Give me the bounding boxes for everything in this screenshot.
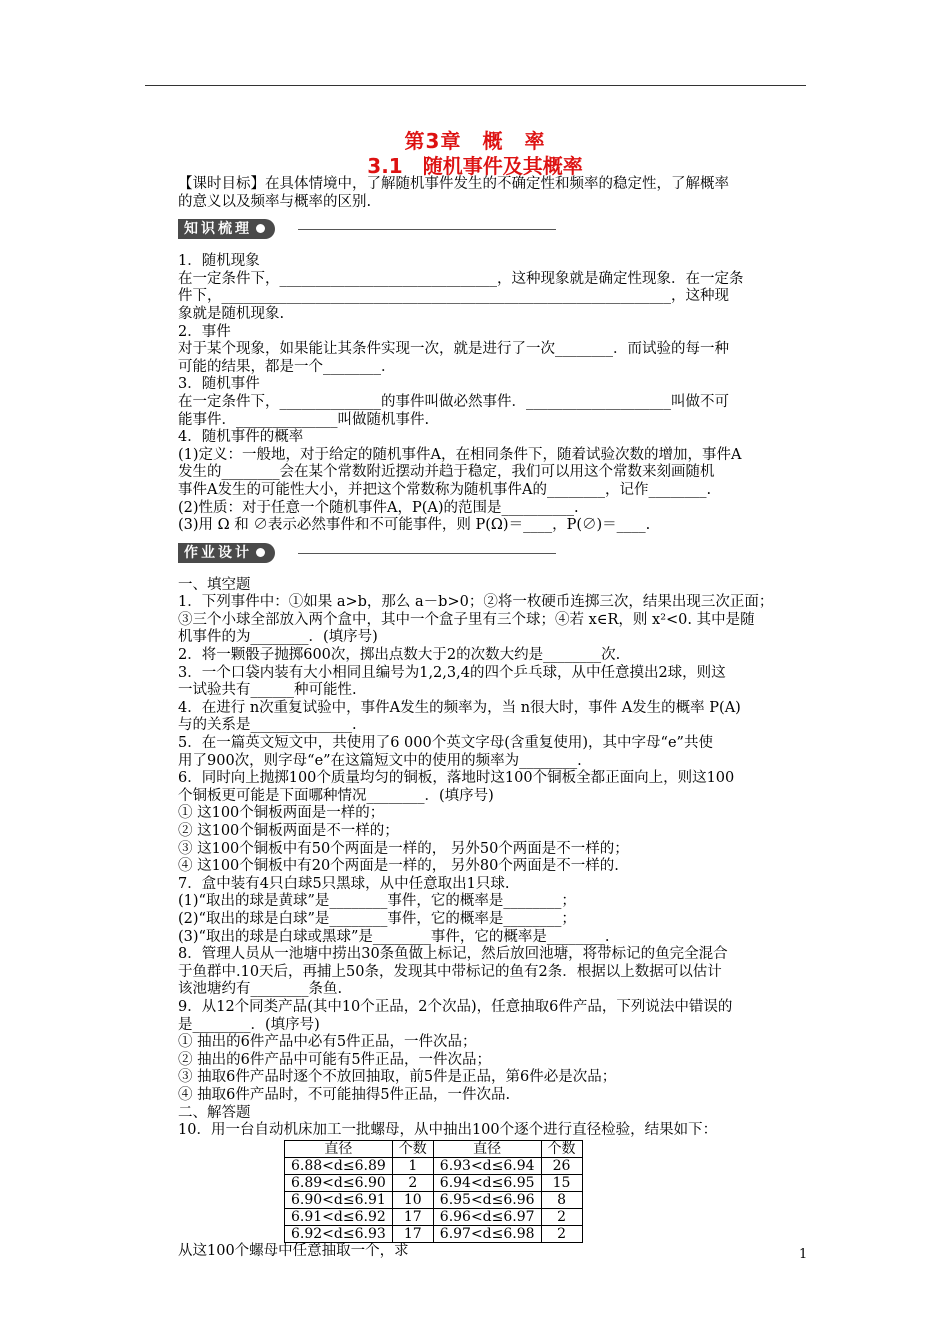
table-cell: 10 (392, 1191, 433, 1208)
text-line: 对于某个现象，如果能让其条件实现一次，就是进行了一次________．而试验的每一种 (178, 341, 729, 358)
text-line: ② 这100个铜板两面是不一样的； (178, 823, 399, 839)
chapter-title: 第3章 概 率 (404, 129, 546, 153)
table-cell: 6.88<d≤6.89 (285, 1157, 393, 1174)
diameter-table (284, 1140, 583, 1243)
text-line: 一、填空题 (178, 576, 251, 593)
text-line: 机事件的为________．(填序号) (178, 629, 378, 646)
text-line: (3)用 Ω 和 ∅表示必然事件和不可能事件，则 P(Ω)＝____，P(∅)＝____. (178, 517, 651, 534)
table-header-cell: 直径 (285, 1140, 393, 1157)
table-row (285, 1191, 583, 1208)
text-line: 是________．(填序号) (178, 1016, 320, 1033)
table-cell: 15 (541, 1174, 582, 1191)
bullet-dot-icon (256, 548, 265, 557)
table-row (285, 1208, 583, 1225)
text-line: (2)“取出的球是白球”是________事件，它的概率是________； (178, 910, 576, 927)
table-header-cell: 个数 (392, 1140, 433, 1157)
table-cell: 17 (392, 1225, 433, 1242)
text-line: 用了900次，则字母“e”在这篇短文中的使用的频率为________. (178, 752, 582, 769)
bullet-dot-icon (256, 224, 265, 233)
text-line: 8．管理人员从一池塘中捞出30条鱼做上标记，然后放回池塘，将带标记的鱼完全混合 (178, 946, 728, 963)
table-cell: 6.90<d≤6.91 (285, 1191, 393, 1208)
homework-banner-label: 作业设计 (184, 544, 252, 561)
text-line: 7．盒中装有4只白球5只黑球，从中任意取出1只球. (178, 875, 510, 892)
text-line: ② 抽出的6件产品中可能有5件正品，一件次品； (178, 1051, 492, 1068)
table-header-cell: 个数 (541, 1140, 582, 1157)
text-line: 一试验共有______种可能性. (178, 682, 357, 699)
text-line: ④ 这100个铜板中有20个两面是一样的， 另外80个两面是不一样的. (178, 858, 619, 875)
objectives-text-1: 在具体情境中，了解随机事件发生的不确定性和频率的稳定性，了解概率 (265, 176, 729, 192)
page-number: 1 (799, 1247, 808, 1262)
section-title: 3.1 随机事件及其概率 (367, 154, 583, 178)
text-line: ① 这100个铜板两面是一样的； (178, 805, 385, 822)
text-line: (1)“取出的球是黄球”是________事件，它的概率是________； (178, 893, 576, 910)
banner-rule (298, 553, 556, 554)
text-line: ③ 抽取6件产品时逐个不放回抽取，前5件是正品，第6件必是次品； (178, 1069, 617, 1086)
text-line: (1)定义：一般地，对于给定的随机事件A，在相同条件下，随着试验次数的增加，事件A (178, 446, 742, 463)
text-line: ① 抽出的6件产品中必有5件正品，一件次品； (178, 1034, 477, 1051)
text-line: 象就是随机现象. (178, 305, 285, 322)
text-line: 与的关系是______________. (178, 717, 357, 734)
text-line: 1．随机现象 (178, 253, 260, 270)
text-line: 2．事件 (178, 323, 231, 340)
table-cell: 2 (392, 1174, 433, 1191)
objectives-text-2: 的意义以及频率与概率的区别. (178, 193, 372, 210)
text-line: ③ 这100个铜板中有50个两面是一样的， 另外50个两面是不一样的； (178, 840, 629, 857)
knowledge-banner (178, 217, 808, 243)
text-line: 10．用一台自动机床加工一批螺母，从中抽出100个逐个进行直径检验，结果如下： (178, 1122, 718, 1139)
table-header-cell: 直径 (433, 1140, 541, 1157)
table-cell: 6.94<d≤6.95 (433, 1174, 541, 1191)
table-cell: 6.91<d≤6.92 (285, 1208, 393, 1225)
homework-section (178, 577, 808, 1140)
text-line: 在一定条件下，______________________________，这种现象就是确定性现象．在一定条 (178, 270, 744, 287)
text-line: 在一定条件下，______________的事件叫做必然事件．____________________叫做不可 (178, 393, 729, 410)
text-line: 5．在一篇英文短文中，共使用了6 000个英文字母(含重复使用)，其中字母“e”共使 (178, 735, 713, 752)
table-row (285, 1174, 583, 1191)
table-cell: 26 (541, 1157, 582, 1174)
table-cell: 6.93<d≤6.94 (433, 1157, 541, 1174)
text-line: 可能的结果，都是一个________． (178, 358, 396, 375)
text-line: 2．将一颗骰子抛掷600次，掷出点数大于2的次数大约是________次. (178, 647, 621, 664)
table-row (285, 1225, 583, 1242)
table-row (285, 1157, 583, 1174)
text-line: 3．随机事件 (178, 376, 260, 393)
text-line: (3)“取出的球是白球或黑球”是________事件，它的概率是________. (178, 928, 610, 945)
table-cell: 6.95<d≤6.96 (433, 1191, 541, 1208)
knowledge-section (178, 253, 808, 535)
table-cell: 8 (541, 1191, 582, 1208)
text-line: 该池塘约有________条鱼. (178, 981, 343, 998)
objectives-paragraph (178, 176, 808, 194)
text-line: 4．随机事件的概率 (178, 429, 304, 446)
table-cell: 6.97<d≤6.98 (433, 1225, 541, 1242)
text-line: ④ 抽取6件产品时，不可能抽得5件正品，一件次品. (178, 1086, 511, 1103)
text-line: 个铜板更可能是下面哪种情况________．(填序号) (178, 787, 494, 804)
text-line: 发生的________会在某个常数附近摆动并趋于稳定，我们可以用这个常数来刻画随机 (178, 464, 715, 481)
table-cell: 6.96<d≤6.97 (433, 1208, 541, 1225)
table-cell: 2 (541, 1208, 582, 1225)
table-cell: 6.92<d≤6.93 (285, 1225, 393, 1242)
table-cell: 6.89<d≤6.90 (285, 1174, 393, 1191)
content-body (178, 176, 808, 1260)
text-line: ③三个小球全部放入两个盒中，其中一个盒子里有三个球；④若 x∈R，则 x²<0. 其中是随 (178, 611, 755, 628)
closing-text: 从这100个螺母中任意抽取一个，求 (178, 1242, 409, 1259)
text-line: 件下，______________________________________________________________，这种现 (178, 288, 729, 305)
table-cell: 17 (392, 1208, 433, 1225)
knowledge-banner-label: 知识梳理 (184, 221, 252, 238)
table-header-row (285, 1140, 583, 1157)
banner-rule (298, 229, 556, 230)
text-line: 二、解答题 (178, 1104, 251, 1121)
table-cell: 2 (541, 1225, 582, 1242)
header-rule (145, 85, 806, 86)
table-cell: 1 (392, 1157, 433, 1174)
text-line: (2)性质：对于任意一个随机事件A，P(A)的范围是__________. (178, 499, 579, 516)
text-line: 能事件．______________叫做随机事件. (178, 411, 430, 428)
text-line: 于鱼群中.10天后，再捕上50条，发现其中带标记的鱼有2条．根据以上数据可以估计 (178, 963, 722, 980)
text-line: 1．下列事件中：①如果 a>b，那么 a－b>0；②将一枚硬币连掷三次，结果出现三次正面； (178, 594, 774, 611)
text-line: 6．同时向上抛掷100个质量均匀的铜板，落地时这100个铜板全都正面向上，则这100 (178, 770, 735, 787)
text-line: 9．从12个同类产品(其中10个正品，2个次品)，任意抽取6件产品，下列说法中错误的 (178, 998, 733, 1015)
text-line: 3．一个口袋内装有大小相同且编号为1,2,3,4的四个乒乓球，从中任意摸出2球，则这 (178, 664, 726, 681)
text-line: 4．在进行 n次重复试验中，事件A发生的频率为，当 n很大时，事件 A发生的概率 P(A) (178, 699, 741, 716)
objectives-label: 【课时目标】 (178, 176, 265, 192)
text-line: 事件A发生的可能性大小，并把这个常数称为随机事件A的________，记作________. (178, 481, 712, 498)
homework-banner (178, 541, 808, 567)
